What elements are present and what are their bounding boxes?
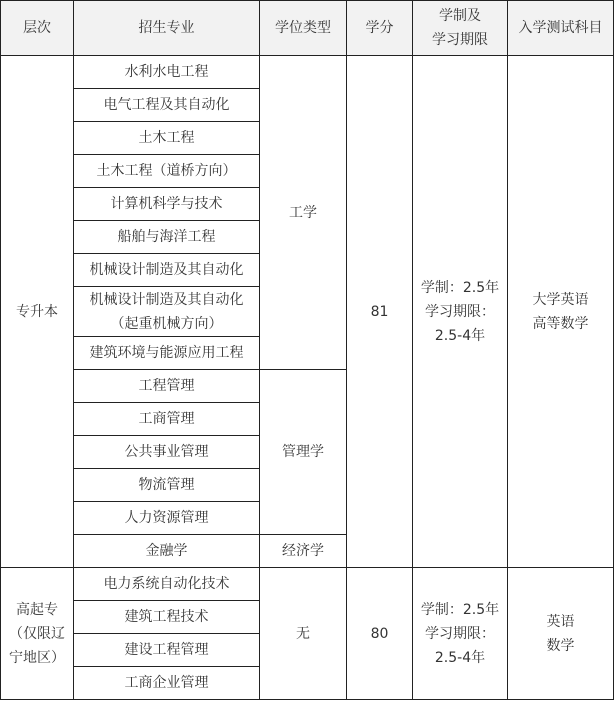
credits-cell: 81 — [347, 56, 413, 568]
header-degree-type: 学位类型 — [260, 1, 347, 56]
major-cell: 电力系统自动化技术 — [74, 568, 260, 601]
major-cell: 工商管理 — [74, 403, 260, 436]
header-exam: 入学测试科目 — [508, 1, 614, 56]
major-cell: 物流管理 — [74, 469, 260, 502]
header-duration: 学制及 学习期限 — [413, 1, 508, 56]
level-cell: 高起专 （仅限辽 宁地区） — [1, 568, 74, 700]
major-cell: 机械设计制造及其自动化 （起重机械方向） — [74, 287, 260, 337]
major-cell: 船舶与海洋工程 — [74, 221, 260, 254]
major-cell: 机械设计制造及其自动化 — [74, 254, 260, 287]
duration-cell: 学制：2.5年 学习期限： 2.5-4年 — [413, 568, 508, 700]
degree-type-cell: 经济学 — [260, 535, 347, 568]
header-row — [1, 1, 614, 56]
major-cell: 建筑环境与能源应用工程 — [74, 337, 260, 370]
major-cell: 水利水电工程 — [74, 56, 260, 89]
level-cell: 专升本 — [1, 56, 74, 568]
major-cell: 人力资源管理 — [74, 502, 260, 535]
duration-cell: 学制：2.5年 学习期限： 2.5-4年 — [413, 56, 508, 568]
credits-cell: 80 — [347, 568, 413, 700]
major-cell: 计算机科学与技术 — [74, 188, 260, 221]
major-cell: 建设工程管理 — [74, 634, 260, 667]
exam-subjects-cell: 大学英语 高等数学 — [508, 56, 614, 568]
major-cell: 工商企业管理 — [74, 667, 260, 700]
degree-type-cell: 无 — [260, 568, 347, 700]
header-credits: 学分 — [347, 1, 413, 56]
major-cell: 工程管理 — [74, 370, 260, 403]
major-cell: 公共事业管理 — [74, 436, 260, 469]
major-cell: 电气工程及其自动化 — [74, 89, 260, 122]
degree-type-cell: 工学 — [260, 56, 347, 370]
major-cell: 建筑工程技术 — [74, 601, 260, 634]
header-level: 层次 — [1, 1, 74, 56]
major-cell: 土木工程（道桥方向） — [74, 155, 260, 188]
major-cell: 土木工程 — [74, 122, 260, 155]
header-major: 招生专业 — [74, 1, 260, 56]
major-cell: 金融学 — [74, 535, 260, 568]
degree-type-cell: 管理学 — [260, 370, 347, 535]
exam-subjects-cell: 英语 数学 — [508, 568, 614, 700]
table-row — [1, 56, 614, 89]
table-row — [1, 568, 614, 601]
